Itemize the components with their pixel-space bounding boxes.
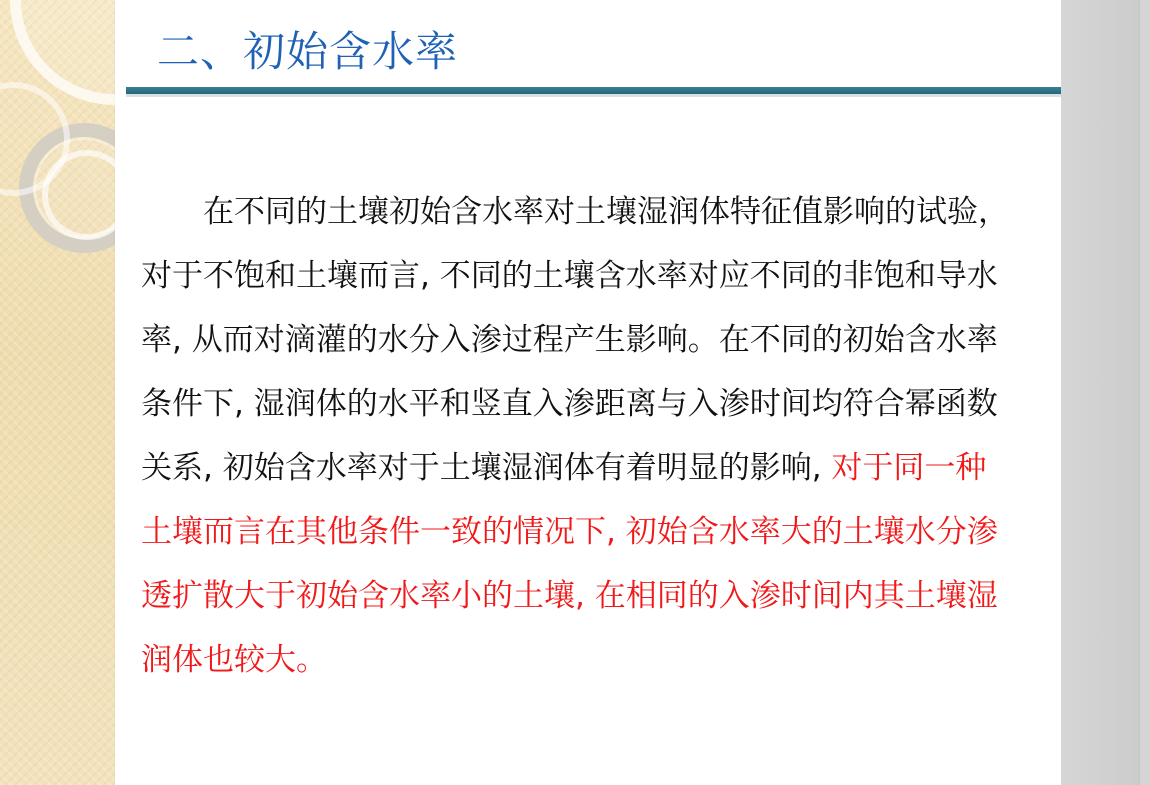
body-text-black: 在不同的土壤初始含水率对土壤湿润体特征值影响的试验，对于不饱和土壤而言, 不同的土壤含水率对应不同的非饱和导水率, 从而对滴灌的水分入渗过程产生影响。在不同的初始含水率条件下, 湿润体的水平和竖直入渗距离与入渗时间均符合幂函数关系, 初始含水率对于土壤湿润体有着明显的影响,: [141, 194, 1009, 486]
left-decorative-panel: [0, 0, 116, 785]
right-margin: [1061, 0, 1150, 785]
slide-body-paragraph: [141, 180, 1013, 692]
scrollbar-track[interactable]: [1139, 0, 1150, 785]
body-text-highlight: 对于同一种土壤而言在其他条件一致的情况下, 初始含水率大的土壤水分渗透扩散大于初始含水率小的土壤, 在相同的入渗时间内其土壤湿润体也较大。: [141, 450, 998, 678]
title-divider-shadow: [126, 94, 1061, 97]
slide-title: 二、初始含水率: [157, 27, 459, 76]
title-divider: [126, 87, 1061, 94]
